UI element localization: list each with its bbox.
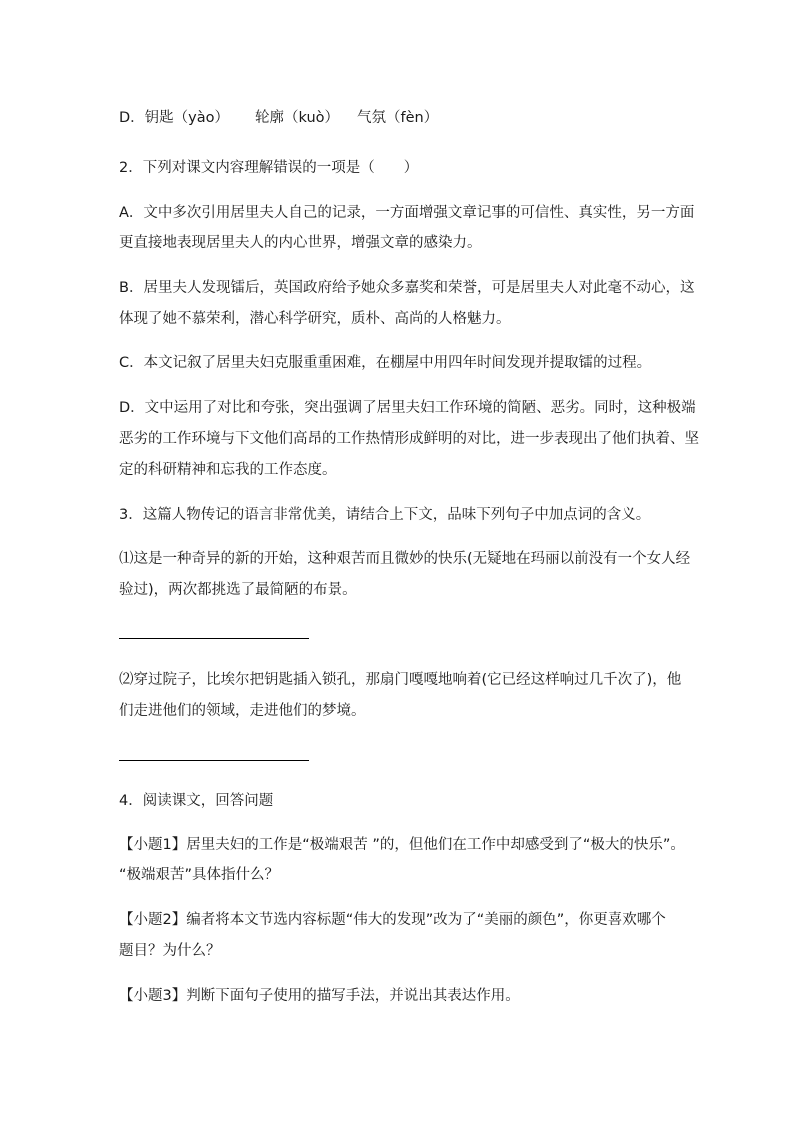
q2-option-d-line1: D．文中运用了对比和夸张，突出强调了居里夫妇工作环境的简陋、恶劣。同时，这种极端 <box>119 400 696 416</box>
q2-option-c-line1: C．本文记叙了居里夫妇克服重重困难，在棚屋中用四年时间发现并提取镭的过程。 <box>119 355 652 371</box>
q4-sub2-line1: 【小题2】编者将本文节选内容标题“伟大的发现”改为了“美丽的颜色”，你更喜欢哪个 <box>119 912 666 928</box>
q2-option-a-line2: 更直接地表现居里夫人的内心世界，增强文章的感染力。 <box>119 235 482 251</box>
q4-sub1-line2: “极端艰苦”具体指什么？ <box>119 867 280 883</box>
q3-sentence2-line1: ⑵穿过院子，比埃尔把钥匙插入锁孔，那扇门嘎嘎地响着(它已经这样响过几千次了)，他 <box>119 672 682 688</box>
q4-stem: 4．阅读课文，回答问题 <box>119 793 274 809</box>
q3-sentence2-line2: 们走进他们的领域，走进他们的梦境。 <box>119 703 366 719</box>
q4-sub2-line2: 题目？为什么？ <box>119 943 221 959</box>
answer-blank-2[interactable] <box>119 760 309 761</box>
option-d-part2: 轮廓（kuò） <box>255 110 340 126</box>
q4-sub3-line1: 【小题3】判断下面句子使用的描写手法，并说出其表达作用。 <box>119 988 520 1004</box>
q2-option-b-line2: 体现了她不慕荣利，潜心科学研究，质朴、高尚的人格魅力。 <box>119 311 511 327</box>
q2-stem: 2．下列对课文内容理解错误的一项是（ ） <box>119 160 419 176</box>
q3-stem: 3．这篇人物传记的语言非常优美，请结合上下文，品味下列句子中加点词的含义。 <box>119 507 651 523</box>
q2-option-d-line3: 定的科研精神和忘我的工作态度。 <box>119 462 337 478</box>
q2-option-d-line2: 恶劣的工作环境与下文他们高昂的工作热情形成鲜明的对比，进一步表现出了他们执着、坚 <box>119 431 699 447</box>
q2-option-a-line1: A．文中多次引用居里夫人自己的记录，一方面增强文章记事的可信性、真实性，另一方面 <box>119 205 695 221</box>
option-d-part3: 气氛（fèn） <box>357 110 439 126</box>
q4-sub1-line1: 【小题1】居里夫妇的工作是“极端艰苦 ”的，但他们在工作中却感受到了“极大的快乐”。 <box>119 837 685 853</box>
q3-sentence1-line2: 验过)，两次都挑选了最简陋的布景。 <box>119 582 357 598</box>
q2-option-b-line1: B．居里夫人发现镭后，英国政府给予她众多嘉奖和荣誉，可是居里夫人对此毫不动心，这 <box>119 280 695 296</box>
option-d-part1: D．钥匙（yào） <box>119 110 230 126</box>
q1-option-d <box>119 108 438 128</box>
q3-sentence1-line1: ⑴这是一种奇异的新的开始，这种艰苦而且微妙的快乐(无疑地在玛丽以前没有一个女人经 <box>119 551 691 567</box>
answer-blank-1[interactable] <box>119 638 309 639</box>
